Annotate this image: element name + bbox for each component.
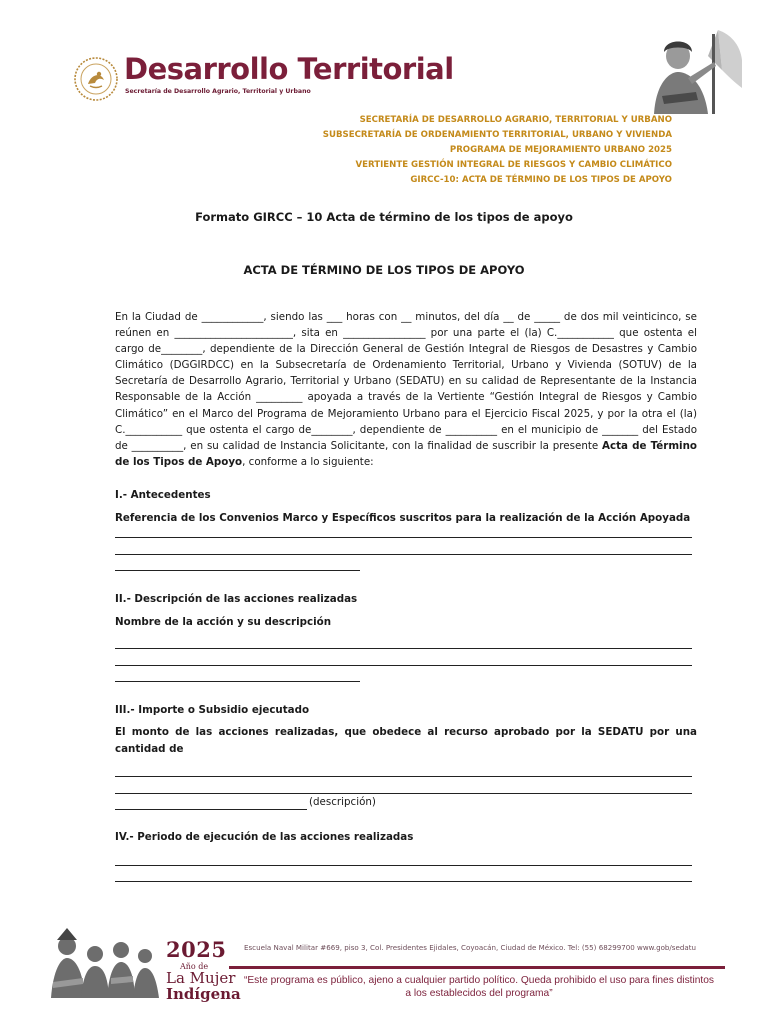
- section-subheading: El monto de las acciones realizadas, que obedece al recurso aprobado por la SEDATU por una cantidad de: [115, 726, 697, 755]
- description-label: (descripción): [309, 796, 376, 808]
- intro-bold-text: Acta de Término de los Tipos de Apoyo: [115, 439, 697, 468]
- fill-line[interactable]: [115, 793, 692, 794]
- intro-paragraph: [115, 309, 697, 470]
- program-line: VERTIENTE GESTIÓN INTEGRAL DE RIESGOS Y CAMBIO CLIMÁTICO: [355, 160, 672, 170]
- fill-line[interactable]: [115, 881, 692, 882]
- indigenous-women-illustration-icon: [47, 926, 163, 998]
- main-title: ACTA DE TÉRMINO DE LOS TIPOS DE APOYO: [243, 263, 525, 277]
- program-line: PROGRAMA DE MEJORAMIENTO URBANO 2025: [449, 145, 672, 155]
- indigenous-woman-portrait-icon: [648, 26, 744, 114]
- program-line: SUBSECRETARÍA DE ORDENAMIENTO TERRITORIAL, URBANO Y VIVIENDA: [322, 130, 672, 140]
- fill-line[interactable]: [115, 681, 360, 682]
- section-heading: IV.- Periodo de ejecución de las acciones realizadas: [115, 831, 414, 843]
- footer-address: Escuela Naval Militar #669, piso 3, Col. Presidentes Ejidales, Coyoacán, Ciudad de México. Tel: (55) 68299700 www.gob/sedatu: [244, 943, 696, 952]
- brand-subtitle: Secretaría de Desarrollo Agrario, Territorial y Urbano: [125, 88, 311, 95]
- fill-line[interactable]: [115, 665, 692, 666]
- intro-end-text: , conforme a lo siguiente:: [242, 455, 374, 468]
- program-header: [323, 113, 672, 188]
- fill-line[interactable]: [115, 537, 692, 538]
- section-subheading: Nombre de la acción y su descripción: [115, 616, 332, 628]
- footer-disclaimer: “Este programa es público, ajeno a cualquier partido político. Queda prohibido el uso para fines distintos a los establecidos del programa”: [243, 975, 715, 999]
- brand-title: Desarrollo Territorial: [124, 52, 454, 86]
- fill-line[interactable]: [115, 570, 360, 571]
- program-line: GIRCC-10: ACTA DE TÉRMINO DE LOS TIPOS DE APOYO: [410, 175, 672, 185]
- fill-line[interactable]: [115, 776, 692, 777]
- section-subheading: Referencia de los Convenios Marco y Específicos suscritos para la realización de la Acción Apoyada: [115, 512, 691, 524]
- fill-line[interactable]: [115, 809, 307, 810]
- intro-text: En la Ciudad de ____________, siendo las ___ horas con __ minutos, del día __ de _____ de dos mil veinticinco, se reúnen en _______________________, sita en ________________ por una parte el (la) C.___________ que ostenta el cargo de________, dependiente de la Dirección General de Gestión Integral de Riesgos de Desastres y Cambio Climático (DGGIRDCC) en la Subsecretaría de Ordenamiento Territorial, Urbano y Vivienda (SOTUV) de la Secretaría de Desarrollo Agrario, Territorial y Urbano (SEDATU) en su calidad de Representante de la Instancia Responsable de la Acción _________ apoyada a través de la Vertiente “Gestión Integral de Riesgos y Cambio Climático” en el Marco del Programa de Mejoramiento Urbano para el Ejercicio Fiscal 2025, y por la otra el (la) C.___________ que ostenta el cargo de________, dependiente de __________ en el municipio de _______ del Estado de __________, en su calidad de Instancia Solicitante, con la finalidad de suscribir la presente: [115, 311, 697, 452]
- section-heading: I.- Antecedentes: [115, 489, 211, 501]
- year-label: 2025: [166, 937, 227, 962]
- fill-line[interactable]: [115, 648, 692, 649]
- fill-line[interactable]: [115, 865, 692, 866]
- national-seal-icon: [73, 56, 119, 102]
- indigenous-label: Indígena: [166, 985, 241, 1003]
- women-label: La Mujer: [166, 969, 236, 987]
- footer-divider: [229, 966, 725, 969]
- fill-line[interactable]: [115, 554, 692, 555]
- year-caption: Año de: [180, 962, 209, 971]
- section-heading: II.- Descripción de las acciones realizadas: [115, 593, 358, 605]
- section-heading: III.- Importe o Subsidio ejecutado: [115, 704, 310, 716]
- format-title: Formato GIRCC – 10 Acta de término de los tipos de apoyo: [195, 210, 573, 224]
- program-line: SECRETARÍA DE DESARROLLO AGRARIO, TERRITORIAL Y URBANO: [359, 115, 672, 125]
